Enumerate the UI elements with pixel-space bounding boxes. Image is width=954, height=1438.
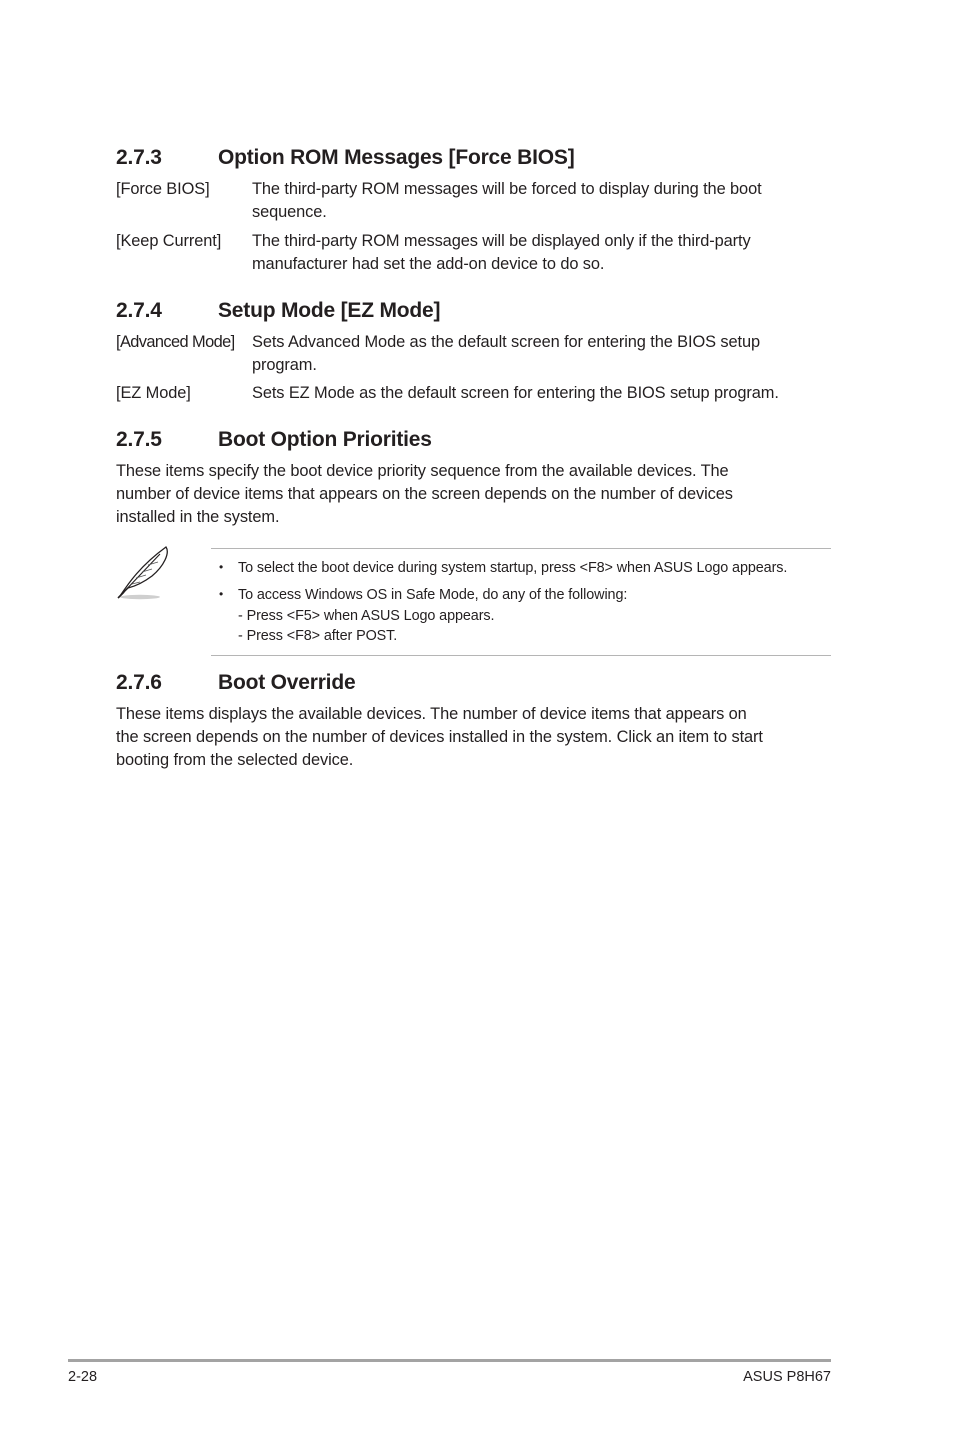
note-bullet bbox=[238, 558, 838, 579]
section-title: Boot Override bbox=[218, 671, 356, 694]
paragraph-line: the screen depends on the number of devices installed in the system. Click an item to start bbox=[116, 728, 763, 746]
section-title: Setup Mode [EZ Mode] bbox=[218, 299, 441, 322]
note-line: To access Windows OS in Safe Mode, do any of the following: bbox=[238, 587, 628, 603]
page-number: 2-28 bbox=[68, 1369, 98, 1385]
option-term: [EZ Mode] bbox=[116, 384, 191, 402]
note-bottom-rule bbox=[211, 655, 831, 656]
paragraph-line: booting from the selected device. bbox=[116, 751, 354, 769]
option-description bbox=[252, 382, 832, 405]
note-bullet bbox=[238, 585, 838, 647]
section-number: 2.7.4 bbox=[116, 299, 162, 322]
paragraph-line: These items specify the boot device priority sequence from the available devices. The bbox=[116, 462, 729, 480]
note-line: - Press <F8> after POST. bbox=[238, 628, 398, 644]
bullet-marker: • bbox=[219, 560, 224, 574]
description-line: The third-party ROM messages will be forced to display during the boot bbox=[252, 180, 762, 198]
option-term: [Force BIOS] bbox=[116, 180, 210, 198]
footer-rule bbox=[68, 1359, 831, 1362]
section-title: Boot Option Priorities bbox=[218, 428, 432, 451]
description-line: Sets Advanced Mode as the default screen for entering the BIOS setup bbox=[252, 333, 761, 351]
description-line: manufacturer had set the add-on device to do so. bbox=[252, 255, 605, 273]
section-paragraph bbox=[116, 703, 816, 772]
option-description bbox=[252, 230, 832, 276]
description-line: The third-party ROM messages will be displayed only if the third-party bbox=[252, 232, 751, 250]
option-description bbox=[252, 331, 832, 377]
bullet-marker: • bbox=[219, 587, 224, 601]
option-term: [Advanced Mode] bbox=[116, 333, 235, 351]
note-line: - Press <F5> when ASUS Logo appears. bbox=[238, 607, 495, 624]
section-paragraph bbox=[116, 460, 816, 529]
paragraph-line: number of device items that appears on the screen depends on the number of devices bbox=[116, 485, 733, 503]
section-heading-2-7-4 bbox=[116, 299, 440, 323]
paragraph-line: These items displays the available devices. The number of device items that appears on bbox=[116, 705, 747, 723]
option-description bbox=[252, 178, 832, 224]
section-heading-2-7-3 bbox=[116, 146, 575, 170]
description-line: sequence. bbox=[252, 203, 327, 221]
section-number: 2.7.3 bbox=[116, 146, 162, 169]
section-heading-2-7-6 bbox=[116, 671, 355, 695]
section-title: Option ROM Messages [Force BIOS] bbox=[218, 146, 575, 169]
description-line: Sets EZ Mode as the default screen for entering the BIOS setup program. bbox=[252, 384, 779, 402]
note-line: To select the boot device during system startup, press <F8> when ASUS Logo appears. bbox=[238, 560, 788, 576]
section-number: 2.7.6 bbox=[116, 671, 162, 694]
option-term: [Keep Current] bbox=[116, 232, 222, 250]
feather-quill-icon bbox=[114, 544, 174, 602]
description-line: program. bbox=[252, 356, 317, 374]
footer-product-name: ASUS P8H67 bbox=[743, 1369, 831, 1385]
note-top-rule bbox=[211, 548, 831, 549]
section-number: 2.7.5 bbox=[116, 428, 162, 451]
paragraph-line: installed in the system. bbox=[116, 508, 280, 526]
section-heading-2-7-5 bbox=[116, 428, 432, 452]
